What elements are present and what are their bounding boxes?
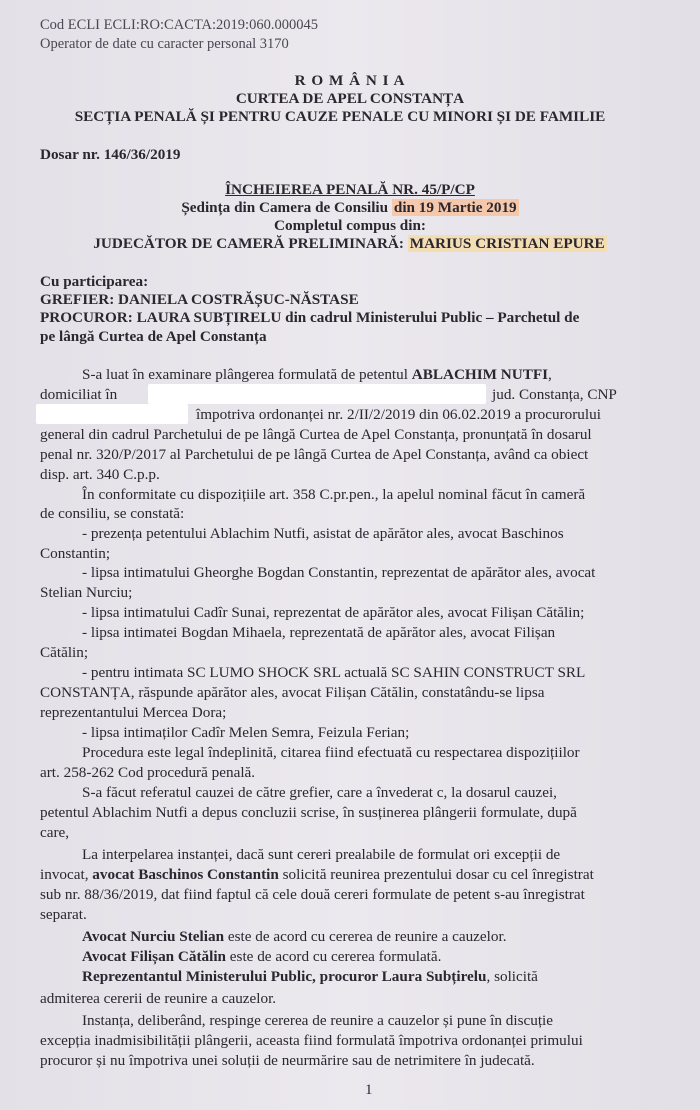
document-title: ÎNCHEIEREA PENALĂ NR. 45/P/CP [225,181,475,198]
prosecutor-line-2: pe lângă Curtea de Apel Constanța [40,328,267,345]
judge-name: MARIUS CRISTIAN EPURE [409,235,605,252]
p9-line-3: procuror și nu împotriva unei soluții de neurmărire sau de netrimitere în judecată. [40,1052,535,1069]
p2-line-11: CONSTANȚA, răspunde apărător ales, avocat Filișan Cătălin, constatându-se lipsa [40,684,545,701]
p6-text: este de acord cu cererea de reunire a cauzelor. [224,928,507,945]
p2-line-10: - pentru intimata SC LUMO SHOCK SRL actuală SC SAHIN CONSTRUCT SRL [82,664,586,681]
p8-text: , solicită [486,968,538,985]
redaction-address [148,384,486,404]
p2-line-12: reprezentantului Mercea Dora; [40,704,227,721]
court-section: SECȚIA PENALĂ ȘI PENTRU CAUZE PENALE CU MINORI ȘI DE FAMILIE [74,108,606,125]
session-line [0,199,700,217]
court-name: CURTEA DE APEL CONSTANȚA [235,90,465,107]
p3-line-2: art. 258-262 Cod procedură penală. [40,764,256,781]
p3-line-1: Procedura este legal îndeplinită, citarea fiind efectuată cu respectarea dispozițiilor [82,744,580,761]
session-date: din 19 Martie 2019 [393,199,517,216]
operator-line: Operator de date cu caracter personal 3170 [40,36,289,52]
clerk-line: GREFIER: DANIELA COSTRĂȘUC-NĂSTASE [40,291,359,308]
petitioner-name: ABLACHIM NUTFI [411,366,549,383]
p5-line-3: sub nr. 88/36/2019, dat fiind faptul că cele două cereri formulate de petent s-au înregistrat [40,886,585,903]
p4-line-1: S-a făcut referatul cauzei de către grefier, care a învederat c, la dosarul cauzei, [82,784,557,801]
redaction-cnp [36,404,188,424]
p5-line-2 [40,866,594,884]
panel-line: Completul compus din: [274,217,426,234]
p2-line-5: - lipsa intimatului Gheorghe Bogdan Constantin, reprezentat de apărător ales, avocat [82,564,596,581]
p6-line [82,928,507,946]
p1-line-2b: jud. Constanța, CNP [492,386,617,403]
p7-line [82,948,441,966]
ecli-code: Cod ECLI ECLI:RO:CACTA:2019:060.000045 [40,17,318,33]
p5-text-a: invocat, [40,866,93,883]
p2-line-6: Stelian Nurciu; [40,584,133,601]
p4-line-2: petentul Ablachim Nutfi a depus concluzii scrise, în susținerea plângerii formulate, după [40,804,577,821]
p7-text: este de acord cu cererea formulată. [226,948,442,965]
p1-line-3: împotriva ordonanței nr. 2/II/2/2019 din 06.02.2019 a procurorului [196,406,601,423]
p2-line-3: - prezența petentului Ablachim Nutfi, asistat de apărător ales, avocat Baschinos [82,525,564,542]
p4-line-3: care, [40,824,70,841]
p1-comma: , [548,366,552,383]
p9-line-1: Instanța, deliberând, respinge cererea de reunire a cauzelor și pune în discuție [82,1012,554,1029]
judge-line [0,235,700,253]
p2-line-9: Cătălin; [40,644,89,661]
p1-line-4: general din cadrul Parchetului de pe lângă Curtea de Apel Constanța, pronunțată în dosarul [40,426,592,443]
p2-line-8: - lipsa intimatei Bogdan Mihaela, reprezentată de apărător ales, avocat Filișan [82,624,556,641]
p9-line-2: excepția inadmisibilității plângerii, aceasta fiind formulată împotriva ordonanței primului [40,1032,583,1049]
prosecutor-representative: Reprezentantul Ministerului Public, procuror Laura Subțirelu [82,968,487,985]
p5-line-4: separat. [40,906,87,923]
p5-text-c: solicită reunirea prezentului dosar cu cel înregistrat [278,866,594,883]
prosecutor-line-1: PROCUROR: LAURA SUBȚIRELU din cadrul Ministerului Public – Parchetul de [40,309,580,326]
p2-line-7: - lipsa intimatului Cadîr Sunai, reprezentat de apărător ales, avocat Filișan Cătălin; [82,604,585,621]
p8-line-2: admiterea cererii de reunire a cauzelor. [40,990,277,1007]
lawyer-filisan: Avocat Filișan Cătălin [82,948,226,965]
session-prefix: Ședința din Camera de Consiliu [181,199,392,216]
lawyer-baschinos: avocat Baschinos Constantin [92,866,279,883]
p1-line-2a: domiciliat în [40,386,118,403]
p2-line-13: - lipsa intimaților Cadîr Melen Semra, Feizula Ferian; [82,724,410,741]
p1-line-6: disp. art. 340 C.p.p. [40,466,160,483]
lawyer-nurciu: Avocat Nurciu Stelian [82,928,225,945]
p2-line-4: Constantin; [40,545,111,562]
p2-line-2: de consiliu, se constată: [40,505,185,522]
p1-line-1 [82,366,552,384]
p5-line-1: La interpelarea instanței, dacă sunt cereri prealabile de formulat ori excepții de [82,846,561,863]
judge-prefix: JUDECĂTOR DE CAMERĂ PRELIMINARĂ: [93,235,408,252]
participants-heading: Cu participarea: [40,273,149,290]
p1-line-5: penal nr. 320/P/2017 al Parchetului de pe lângă Curtea de Apel Constanța, având ca obiect [40,446,589,463]
p8-line-1 [82,968,538,986]
p1-text: S-a luat în examinare plângerea formulată de petentul [82,366,412,383]
p2-line-1: În conformitate cu dispozițiile art. 358 C.pr.pen., la apelul nominal făcut în cameră [82,486,586,503]
country-heading: R O M Â N I A [294,72,406,89]
case-number: Dosar nr. 146/36/2019 [40,146,181,163]
page-number: 1 [365,1082,373,1098]
